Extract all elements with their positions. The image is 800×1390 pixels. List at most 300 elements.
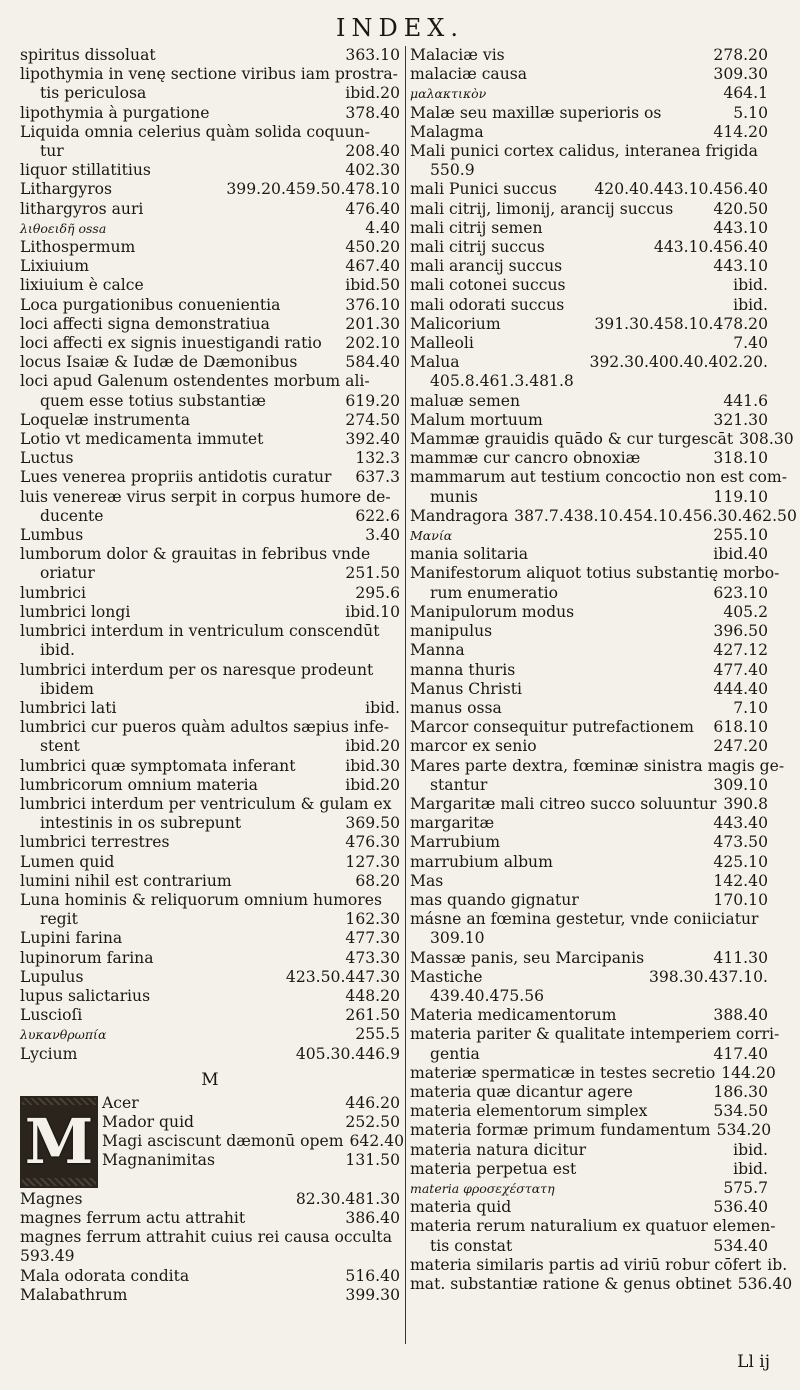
entry-term: stent — [40, 737, 80, 756]
entry-term: mania solitaria — [410, 545, 529, 564]
entry-term: Lumen quid — [20, 852, 115, 871]
index-entry — [20, 468, 400, 487]
entry-page-ref: 278.20 — [713, 46, 768, 64]
entry-page-ref: 4.40 — [365, 218, 400, 237]
entry-term: materia perpetua est — [410, 1159, 577, 1178]
entry-term: ducente — [40, 506, 104, 525]
entry-term: Lithargyros — [20, 180, 113, 199]
entry-term: Mandragora — [410, 506, 509, 525]
entry-page-ref: 464.1 — [723, 84, 768, 103]
entry-term: 593.49 — [20, 1247, 75, 1266]
entry-term: marrubium album — [410, 852, 553, 871]
entry-page-ref: 584.40 — [345, 353, 400, 372]
entry-page-ref: 392.40 — [345, 430, 400, 449]
index-entry — [410, 853, 768, 872]
entry-page-ref: 534.20 — [716, 1121, 772, 1140]
entry-page-ref: 251.50 — [345, 564, 400, 583]
index-entry — [410, 1198, 768, 1217]
entry-page-ref: 476.30 — [345, 833, 400, 852]
entry-page-ref: 443.10 — [713, 218, 768, 237]
entry-page-ref: ibid. — [733, 1159, 768, 1178]
entry-term: Μανία — [410, 528, 453, 544]
entry-page-ref: 388.40 — [713, 1006, 768, 1025]
entry-term: locus Isaiæ & Iudæ de Dæmonibus — [20, 353, 298, 372]
index-entry — [410, 468, 787, 487]
entry-page-ref: 405.30.446.9 — [295, 1044, 400, 1063]
entry-term: malaciæ causa — [410, 65, 528, 84]
index-entry — [102, 1094, 400, 1113]
entry-term: mali citrij, limonij, arancij succus — [410, 199, 674, 218]
entry-page-ref: ibid.20 — [345, 84, 400, 103]
entry-page-ref: 7.40 — [733, 334, 768, 353]
index-entry — [410, 1025, 780, 1044]
entry-page-ref: 309.30 — [713, 65, 768, 84]
entry-page-ref: 274.50 — [345, 410, 400, 429]
index-entry — [20, 372, 400, 391]
entry-term: manna thuris — [410, 660, 516, 679]
index-entry — [410, 392, 768, 411]
entry-term: λιθοειδῆ ossa — [20, 220, 107, 236]
entry-term: manus ossa — [410, 698, 502, 717]
entry-term: lumborum dolor & grauitas in febribus vnde — [20, 545, 371, 564]
entry-term: Malabathrum — [20, 1285, 128, 1304]
entry-page-ref: 637.3 — [355, 468, 400, 487]
index-entry — [20, 200, 400, 219]
entry-page-ref: 623.10 — [713, 583, 768, 602]
index-entry — [410, 1121, 772, 1140]
entry-term: 309.10 — [430, 929, 485, 948]
index-entry-continuation — [20, 564, 400, 583]
entry-page-ref: 247.20 — [713, 737, 768, 756]
entry-page-ref: 390.8 — [723, 794, 768, 813]
entry-page-ref: 534.40 — [713, 1236, 768, 1255]
entry-page-ref: 387.7.438.10.454.10.456.30.462.50 — [514, 506, 797, 525]
entry-page-ref: 386.40 — [345, 1208, 400, 1227]
entry-page-ref: 119.10 — [713, 487, 768, 506]
entry-term: intestinis in os subrepunt — [40, 814, 242, 833]
entry-term: Lixiuium — [20, 257, 89, 276]
entry-term: Malagma — [410, 122, 484, 141]
entry-term: tis periculosa — [40, 84, 147, 103]
entry-page-ref: 411.30 — [713, 948, 768, 967]
entry-page-ref: 68.20 — [355, 871, 400, 890]
index-entry — [410, 180, 768, 199]
entry-term: Luctus — [20, 449, 74, 468]
entry-term: 550.9 — [430, 161, 475, 180]
index-entry — [20, 1209, 400, 1228]
entry-term: Mala odorata condita — [20, 1266, 190, 1285]
index-entry — [20, 1045, 400, 1064]
entry-page-ref: 443.40 — [713, 814, 768, 833]
entry-page-ref: 417.40 — [713, 1044, 768, 1063]
signature-mark: Ll ij — [737, 1352, 770, 1372]
entry-term: mali Punici succus — [410, 180, 557, 199]
index-entry — [410, 641, 768, 660]
left-column — [20, 46, 405, 1305]
entry-term: Lumbus — [20, 526, 84, 545]
entry-term: Acer — [102, 1093, 139, 1112]
entry-term: Mares parte dextra, fœminæ sinistra magis ge- — [410, 756, 785, 775]
entry-term: materia rerum naturalium ex quatuor elemen- — [410, 1217, 776, 1236]
entry-page-ref: 5.10 — [733, 103, 768, 122]
entry-term: materia elementorum simplex — [410, 1102, 648, 1121]
entry-term: Loquelæ instrumenta — [20, 410, 191, 429]
index-entry — [20, 161, 400, 180]
right-entries — [410, 46, 797, 1294]
entry-page-ref: 318.10 — [713, 449, 768, 468]
entry-page-ref: 392.30.400.40.402.20. — [589, 353, 768, 372]
entry-term: quem esse totius substantiæ — [40, 391, 266, 410]
index-entry-continuation — [410, 161, 768, 180]
entry-term: tis constat — [430, 1236, 513, 1255]
entry-term: materia natura dicitur — [410, 1140, 587, 1159]
entry-term: másne an fœmina gestetur, vnde coniiciatur — [410, 910, 759, 929]
entry-page-ref: 308.30 — [739, 430, 794, 449]
index-entry — [410, 949, 768, 968]
entry-term: mali odorati succus — [410, 295, 565, 314]
entry-term: rum enumeratio — [430, 583, 558, 602]
entry-page-ref: 261.50 — [345, 1006, 400, 1025]
entry-page-ref: 441.6 — [723, 391, 768, 410]
entry-page-ref: ibid.10 — [345, 602, 400, 621]
index-entry-continuation — [410, 1237, 768, 1256]
entry-term: regit — [40, 910, 78, 929]
index-entry — [20, 353, 400, 372]
entry-term: Mastiche — [410, 967, 483, 986]
index-entry — [20, 545, 400, 564]
index-entry — [20, 449, 400, 468]
left-entries-continued — [20, 1190, 400, 1305]
entry-term: loci affecti ex signis inuestigandi ratio — [20, 334, 322, 353]
entry-term: loci apud Galenum ostendentes morbum ali- — [20, 372, 370, 391]
entry-term: lumbrici interdum in ventriculum conscendūt — [20, 622, 380, 641]
index-entry — [410, 661, 768, 680]
index-entry — [410, 737, 768, 756]
entry-page-ref: 399.30 — [345, 1285, 400, 1304]
entry-term: Marrubium — [410, 833, 501, 852]
entry-term: Lithospermum — [20, 238, 136, 257]
entry-term: materia pariter & qualitate intemperiem corri- — [410, 1025, 780, 1044]
index-entry — [20, 1228, 400, 1247]
index-entry-continuation — [20, 737, 400, 756]
entry-page-ref: 255.10 — [713, 526, 768, 545]
entry-term: lumbrici terrestres — [20, 833, 170, 852]
left-entries — [20, 46, 400, 1064]
entry-page-ref: 186.30 — [713, 1082, 768, 1101]
index-entry — [410, 872, 768, 891]
entry-page-ref: 255.5 — [355, 1025, 400, 1044]
entry-term: lumbricorum omnium materia — [20, 775, 258, 794]
entry-page-ref: 7.10 — [733, 698, 768, 717]
index-entry — [20, 987, 400, 1006]
entry-page-ref: 575.7 — [723, 1178, 768, 1197]
index-entry — [20, 872, 400, 891]
entry-page-ref: 425.10 — [713, 852, 768, 871]
entry-page-ref: 420.40.443.10.456.40 — [594, 180, 768, 199]
entry-page-ref: 378.40 — [345, 103, 400, 122]
entry-page-ref: 444.40 — [713, 679, 768, 698]
entry-page-ref: 443.10 — [713, 257, 768, 276]
index-entry — [410, 756, 785, 776]
index-entry — [410, 622, 768, 641]
entry-term: Lycium — [20, 1044, 78, 1063]
index-entry — [20, 257, 400, 276]
index-entry-continuation — [410, 584, 768, 603]
entry-term: loci affecti signa demonstratiua — [20, 314, 270, 333]
entry-term: Malicorium — [410, 314, 501, 333]
index-entry — [410, 1255, 788, 1275]
entry-page-ref: 402.30 — [345, 161, 400, 180]
entry-page-ref: 473.50 — [713, 833, 768, 852]
index-entry — [20, 776, 400, 795]
entry-term: Magi asciscunt dæmonū opem — [102, 1132, 344, 1151]
entry-term: Marcor consequitur putrefactionem — [410, 718, 694, 737]
index-entry-continuation — [20, 641, 400, 660]
entry-page-ref: 642.40 — [349, 1132, 405, 1151]
entry-term: lupinorum farina — [20, 948, 154, 967]
entry-term: ibid. — [40, 641, 75, 660]
entry-term: tur — [40, 142, 64, 161]
entry-term: mammæ cur cancro obnoxiæ — [410, 449, 641, 468]
entry-page-ref: 162.30 — [345, 910, 400, 929]
entry-term: lumini nihil est contrarium — [20, 871, 232, 890]
index-entry — [410, 814, 768, 833]
entry-term: lumbrici interdum per os naresque prodeunt — [20, 660, 374, 679]
index-entry — [20, 180, 400, 199]
entry-term: materia φροσεχέστατη — [410, 1180, 555, 1196]
entry-term: lumbrici lati — [20, 698, 117, 717]
index-entry-continuation — [20, 1247, 400, 1266]
index-entry-continuation — [20, 142, 400, 161]
entry-term: lipothymia à purgatione — [20, 103, 210, 122]
entry-term: Malæ seu maxillæ superioris os — [410, 103, 662, 122]
index-entry — [20, 853, 400, 872]
entry-term: oriatur — [40, 564, 95, 583]
entry-term: materiæ spermaticæ in testes secretio — [410, 1063, 716, 1082]
entry-term: Lupulus — [20, 967, 84, 986]
page-header: INDEX. — [336, 14, 464, 42]
entry-term: lumbrici cur pueros quàm adultos sæpius infe- — [20, 718, 390, 737]
index-entry — [410, 200, 768, 219]
index-entry — [20, 65, 400, 84]
entry-page-ref: 619.20 — [345, 391, 400, 410]
entry-term: materia formæ primum fundamentum — [410, 1121, 711, 1140]
index-entry — [20, 411, 400, 430]
index-entry — [20, 488, 400, 507]
entry-term: Lupini farina — [20, 929, 123, 948]
index-entry — [410, 353, 768, 372]
index-entry — [410, 430, 794, 449]
entry-page-ref: 618.10 — [713, 718, 768, 737]
entry-term: lumbrici quæ symptomata inferant — [20, 756, 296, 775]
index-entry — [20, 1025, 400, 1044]
index-entry — [20, 584, 400, 603]
entry-term: gentia — [430, 1044, 480, 1063]
entry-page-ref: 414.20 — [713, 122, 768, 141]
entry-page-ref: 420.50 — [713, 199, 768, 218]
index-entry — [20, 929, 400, 948]
right-column — [410, 46, 797, 1294]
index-entry — [410, 276, 768, 295]
entry-page-ref: ibid. — [733, 276, 768, 295]
entry-term: lithargyros auri — [20, 199, 144, 218]
entry-page-ref: 396.50 — [713, 622, 768, 641]
entry-page-ref: 3.40 — [365, 526, 400, 545]
entry-term: stantur — [430, 775, 488, 794]
entry-term: lixiuium è calce — [20, 276, 144, 295]
entry-page-ref: 476.40 — [345, 199, 400, 218]
index-entry — [410, 315, 768, 334]
index-entry-continuation — [410, 1045, 768, 1064]
index-entry — [20, 1267, 400, 1286]
entry-term: materia quid — [410, 1198, 512, 1217]
index-entry — [410, 449, 768, 468]
entry-term: Malleoli — [410, 334, 474, 353]
index-entry — [20, 430, 400, 449]
index-entry — [410, 1063, 776, 1083]
index-entry — [410, 833, 768, 852]
entry-page-ref: 309.10 — [713, 775, 768, 794]
index-entry — [410, 84, 768, 103]
entry-term: Materia medicamentorum — [410, 1006, 617, 1025]
entry-page-ref: ibid.20 — [345, 775, 400, 794]
entry-term: ibidem — [40, 679, 94, 698]
index-entry — [410, 1179, 768, 1198]
entry-page-ref: 82.30.481.30 — [295, 1189, 400, 1208]
index-entry — [20, 296, 400, 315]
index-entry — [20, 968, 400, 987]
index-entry — [20, 661, 400, 680]
entry-term: Mammæ grauidis quādo & cur turgescāt — [410, 430, 734, 449]
entry-page-ref: 398.30.437.10. — [648, 967, 768, 986]
index-entry — [410, 219, 768, 238]
entry-term: Loca purgationibus conuenientia — [20, 295, 281, 314]
index-entry-continuation — [410, 987, 768, 1006]
entry-page-ref: 321.30 — [713, 410, 768, 429]
entry-page-ref: ibid. — [733, 295, 768, 314]
index-entry — [410, 411, 768, 430]
index-entry — [410, 795, 768, 814]
index-entry — [410, 65, 768, 84]
entry-page-ref: 252.50 — [345, 1112, 400, 1131]
entry-term: Manus Christi — [410, 679, 522, 698]
index-entry — [410, 680, 768, 699]
entry-term: Mali punici cortex calidus, interanea frigida — [410, 142, 758, 161]
entry-page-ref: 536.40 — [713, 1198, 768, 1217]
index-entry — [410, 1102, 768, 1121]
entry-term: Mas — [410, 871, 444, 890]
entry-term: λυκανθρωπία — [20, 1027, 107, 1043]
entry-term: luis venereæ virus serpit in corpus humore de- — [20, 487, 391, 506]
index-entry — [20, 219, 400, 238]
index-entry — [410, 603, 768, 622]
entry-term: mat. substantiæ ratione & genus obtinet — [410, 1275, 732, 1293]
entry-term: materia quæ dicantur agere — [410, 1082, 633, 1101]
entry-term: Magnes — [20, 1189, 83, 1208]
entry-page-ref: 144.20 — [721, 1063, 776, 1082]
index-entry — [20, 622, 400, 641]
index-entry-continuation — [410, 488, 768, 507]
index-entry — [20, 526, 400, 545]
entry-page-ref: 399.20.459.50.478.10 — [226, 180, 400, 199]
index-entry — [20, 757, 400, 776]
entry-term: lumbrici longi — [20, 602, 131, 621]
entry-term: Magnanimitas — [102, 1151, 215, 1170]
entry-term: Manipulorum modus — [410, 602, 575, 621]
entry-term: manipulus — [410, 622, 493, 641]
entry-page-ref: 208.40 — [345, 142, 400, 161]
entry-page-ref: 477.30 — [345, 929, 400, 948]
index-entry — [410, 526, 768, 545]
entry-term: lumbrici interdum per ventriculum & gulam ex — [20, 794, 392, 813]
entry-term: Manifestorum aliquot totius substantię morbo- — [410, 564, 780, 583]
entry-term: Luscioſi — [20, 1006, 83, 1025]
entry-page-ref: 427.12 — [713, 641, 768, 660]
drop-cap-initial: M — [20, 1096, 98, 1188]
index-entry-continuation — [20, 910, 400, 929]
entry-page-ref: 450.20 — [345, 238, 400, 257]
entry-page-ref: ibid.50 — [345, 276, 400, 295]
entry-term: liquor stillatitius — [20, 161, 151, 180]
entry-page-ref: 202.10 — [345, 334, 400, 353]
entry-term: lipothymia in venę sectione viribus iam prostra- — [20, 65, 398, 84]
index-entry — [20, 949, 400, 968]
index-entry — [410, 506, 797, 526]
index-entry — [410, 1275, 793, 1294]
entry-term: marcor ex senio — [410, 737, 537, 756]
entry-term: lupus salictarius — [20, 986, 151, 1005]
entry-term: Massæ panis, seu Marcipanis — [410, 948, 645, 967]
index-entry — [410, 123, 768, 142]
index-entry-continuation — [410, 929, 768, 948]
entry-term: materia similaris partis ad viriū robur cōfert — [410, 1255, 762, 1274]
index-entry — [20, 1286, 400, 1305]
entry-term: Margaritæ mali citreo succo soluuntur — [410, 794, 717, 813]
entry-page-ref: 446.20 — [345, 1093, 400, 1112]
index-entry — [410, 1217, 776, 1236]
entry-term: Liquida omnia celerius quàm solida coquun- — [20, 122, 370, 141]
entry-term: 405.8.461.3.481.8 — [430, 372, 574, 391]
entry-page-ref: 534.50 — [713, 1102, 768, 1121]
index-entry — [20, 46, 400, 65]
entry-term: mali cotonei succus — [410, 276, 566, 295]
letter-heading: M — [201, 1069, 219, 1090]
index-entry — [20, 1006, 400, 1025]
entry-term: mali citrij succus — [410, 238, 545, 257]
entry-term: mali citrij semen — [410, 218, 543, 237]
entry-term: lumbrici — [20, 583, 86, 602]
entry-page-ref: 376.10 — [345, 295, 400, 314]
index-entry — [410, 545, 768, 564]
entry-page-ref: ibid.30 — [345, 756, 400, 775]
entry-page-ref: 443.10.456.40 — [653, 238, 768, 257]
index-entry-continuation — [20, 84, 400, 103]
index-entry — [20, 603, 400, 622]
entry-term: μαλακτικὸν — [410, 86, 487, 102]
index-entry-continuation — [20, 680, 400, 699]
entry-term: munis — [430, 487, 478, 506]
index-entry — [410, 699, 768, 718]
index-entry — [410, 142, 768, 161]
entry-page-ref: 131.50 — [345, 1151, 400, 1170]
index-entry — [410, 1083, 768, 1102]
entry-term: Mador quid — [102, 1112, 195, 1131]
index-entry — [410, 257, 768, 276]
index-entry — [20, 699, 400, 718]
entry-page-ref: ib. — [767, 1255, 788, 1274]
entry-term: Luna hominis & reliquorum omnium humores — [20, 890, 382, 909]
entry-term: mammarum aut testium concoctio non est com- — [410, 468, 787, 487]
